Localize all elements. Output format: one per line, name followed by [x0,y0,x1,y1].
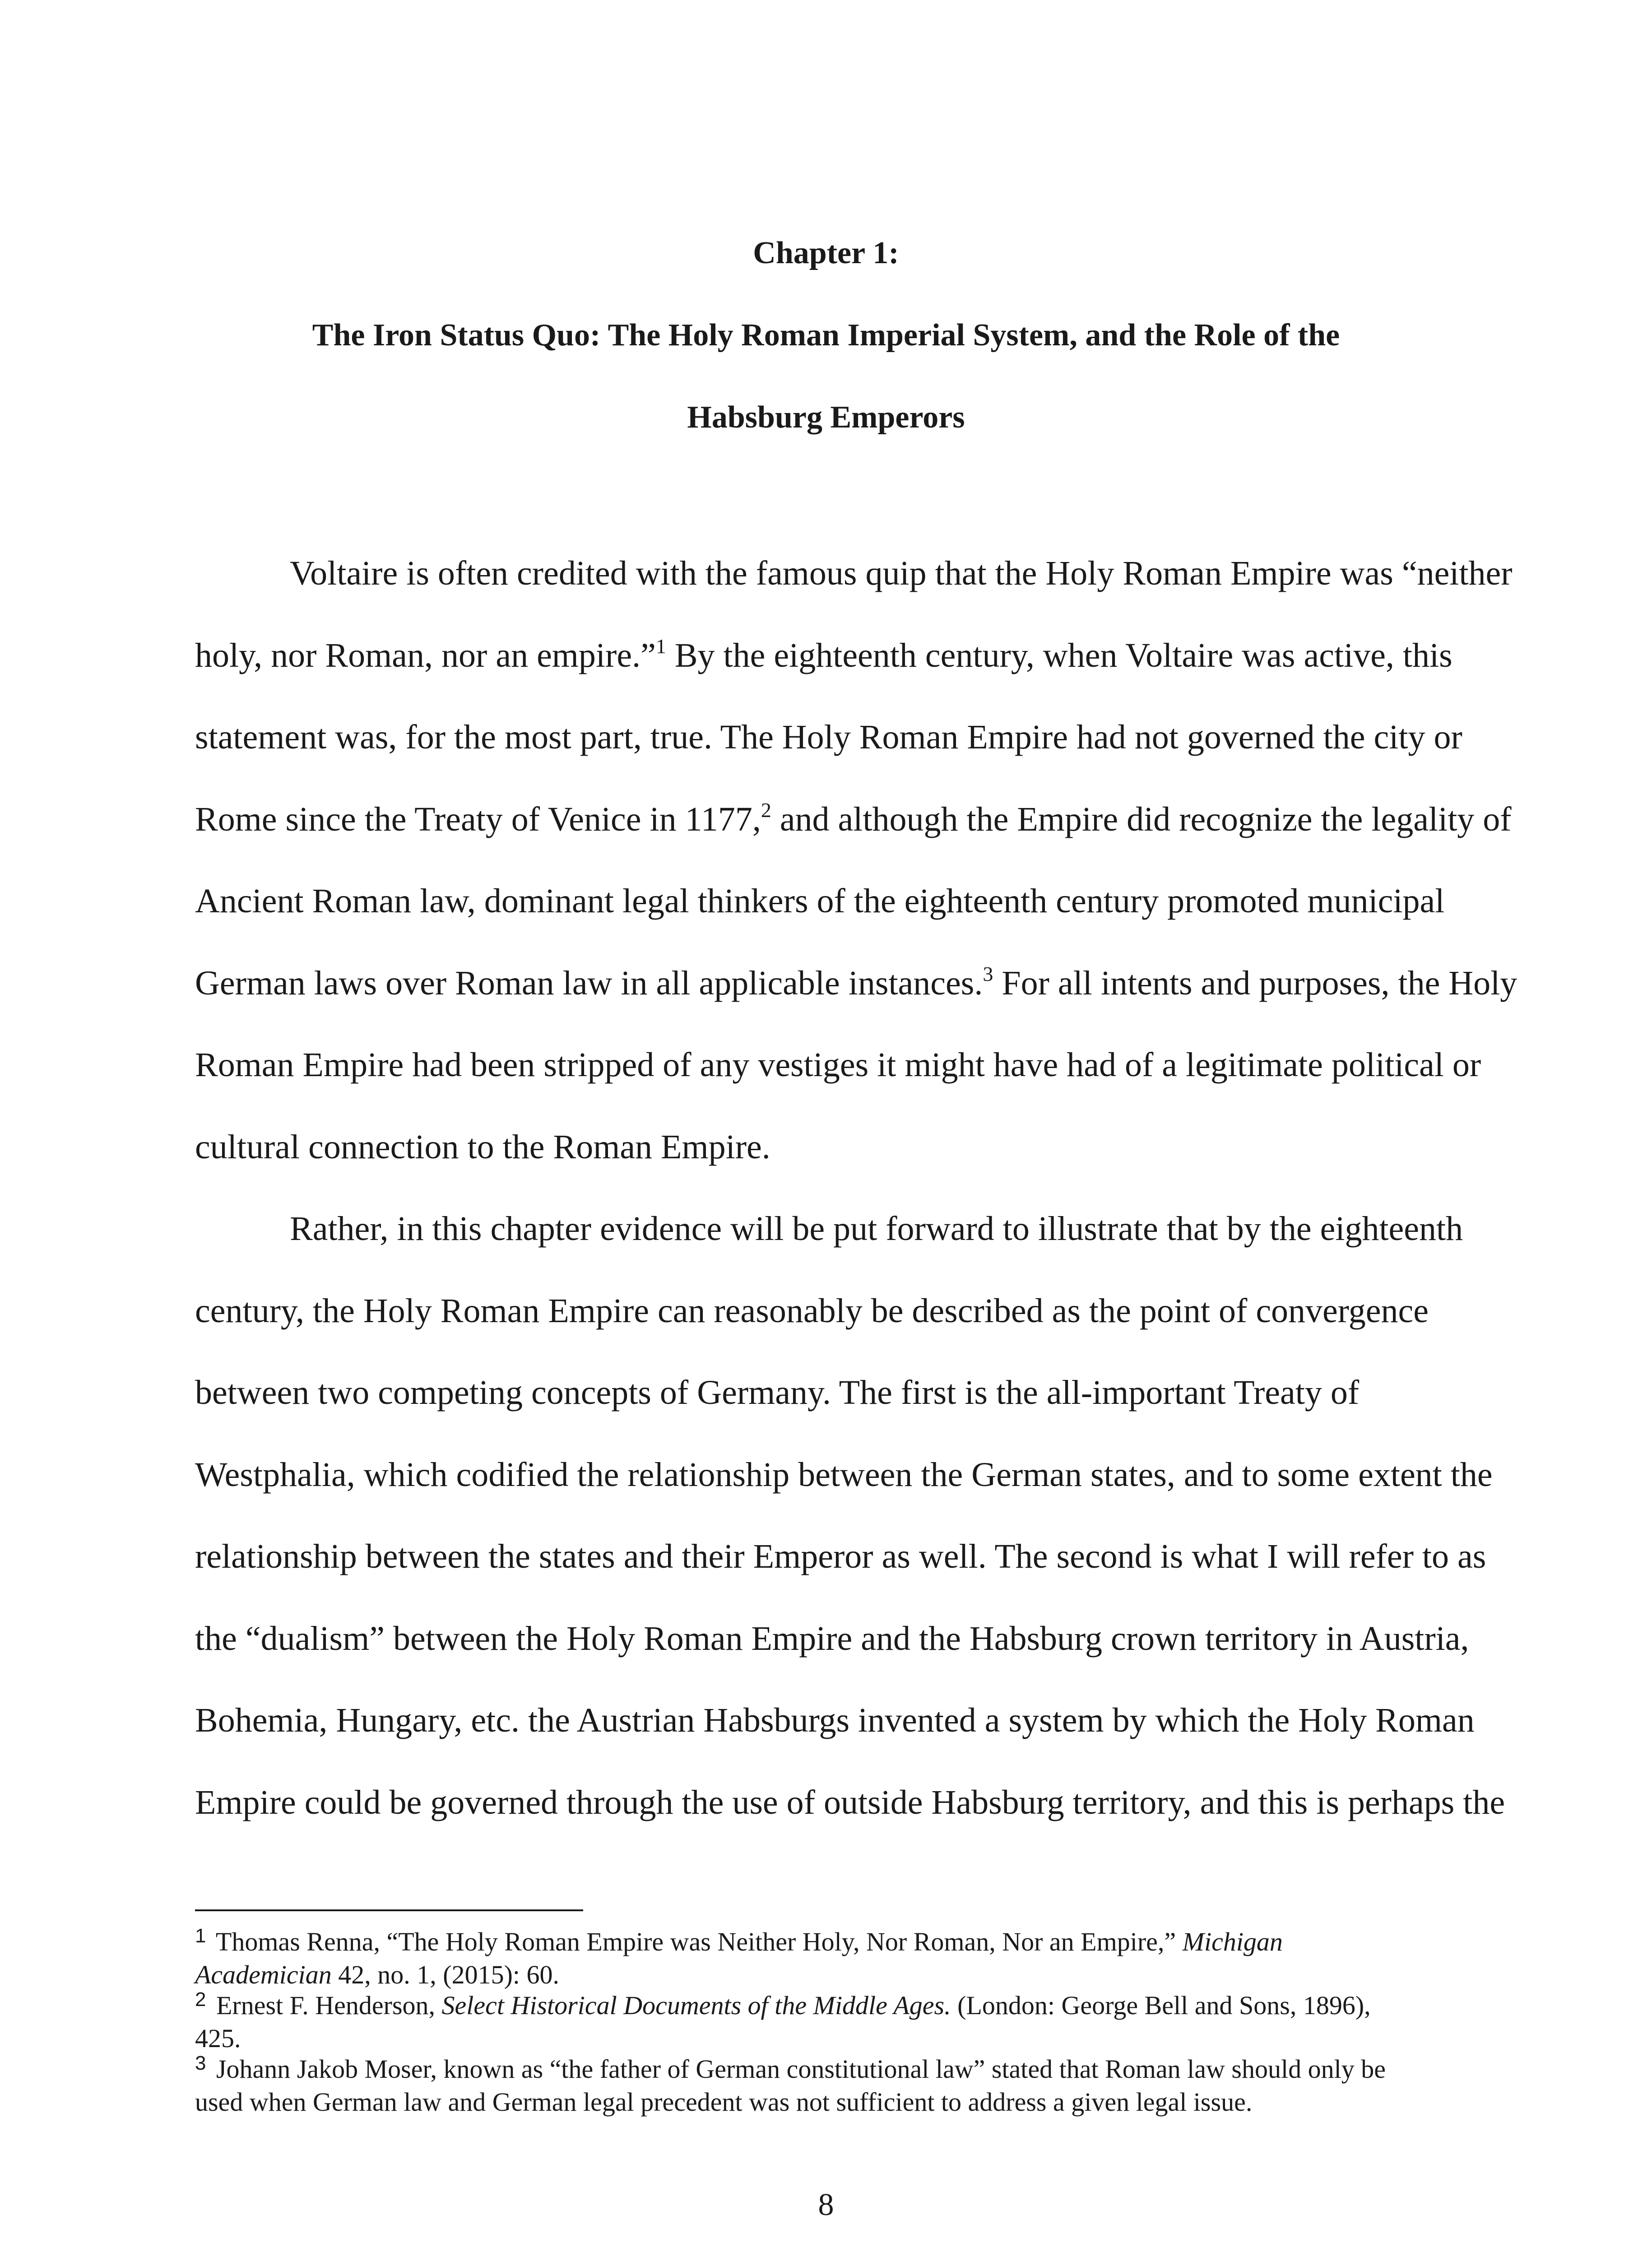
chapter-title-line-2: Habsburg Emperors [687,400,965,435]
footnote-1: $^1$ Thomas Renna, “The Holy Roman Empire was Neither Holy, Nor Roman, Nor an Empire,” Michigan Academician 42, no. 1, (2015): 60. [195,1925,1283,1989]
paragraph-1-line-1: Voltaire is often credited with the famous quip that the Holy Roman Empire was “neither [290,554,1513,592]
paragraph-1-line-2: holy, nor Roman, nor an empire.”$^1$ By the eighteenth century, when Voltaire was active, this [195,634,1452,674]
journal-title-cont: Academician [195,1960,332,1989]
footnote-mark: 3 [195,2052,206,2074]
paragraph-1-line-4: Rome since the Treaty of Venice in 1177,$^2$ and although the Empire did recognize the legality of [195,798,1512,838]
footnote-2: $^2$ Ernest F. Henderson, Select Historical Documents of the Middle Ages. (London: George Bell and Sons, 1896), 425. [195,1988,1371,2053]
footnote-ref-1: 1 [655,634,666,658]
footnotes [195,1927,1461,2118]
footnote-ref-3: 3 [983,962,993,985]
paragraph-2-line-2: century, the Holy Roman Empire can reasonably be described as the point of convergence [195,1291,1429,1330]
paragraph-1-line-5: Ancient Roman law, dominant legal thinkers of the eighteenth century promoted municipal [195,882,1445,920]
paragraph-2-line-5: relationship between the states and their Emperor as well. The second is what I will refer to as [195,1537,1486,1575]
paragraph-2-line-4: Westphalia, which codified the relationship between the German states, and to some extent the [195,1455,1493,1494]
paragraph-2-line-8: Empire could be governed through the use of outside Habsburg territory, and this is perhaps the [195,1783,1505,1821]
paragraph-2-line-7: Bohemia, Hungary, etc. the Austrian Habsburgs invented a system by which the Holy Roman [195,1701,1475,1739]
page-number: 8 [818,2187,834,2222]
paragraph-1-line-6: German laws over Roman law in all applicable instances.$^3$ For all intents and purposes, the Holy [195,962,1517,1002]
footnote-ref-2: 2 [761,798,771,822]
footnote-3: $^3$ Johann Jakob Moser, known as “the father of German constitutional law” stated that Roman law should only be used when German law and German legal precedent was not sufficient to address a given legal issue. [195,2052,1386,2117]
paragraph-1-line-8: cultural connection to the Roman Empire. [195,1128,770,1166]
journal-title: Michigan [1182,1927,1283,1956]
footnote-separator [195,1909,583,1911]
chapter-label: Chapter 1: [753,236,899,270]
paragraph-1-line-3: statement was, for the most part, true. The Holy Roman Empire had not governed the city or [195,718,1462,756]
footnote-mark: 2 [195,1988,206,2011]
book-title: Select Historical Documents of the Middle Ages. [441,1991,951,2020]
chapter-heading [196,212,1456,459]
paragraph-2-line-1: Rather, in this chapter evidence will be put forward to illustrate that by the eighteenth [290,1210,1463,1248]
paragraph-2-line-3: between two competing concepts of Germany. The first is the all-important Treaty of [195,1374,1360,1412]
chapter-title-line-1: The Iron Status Quo: The Holy Roman Imperial System, and the Role of the [312,318,1340,353]
paragraph-1-line-7: Roman Empire had been stripped of any vestiges it might have had of a legitimate political or [195,1046,1481,1084]
footnote-mark: 1 [195,1925,206,1947]
body-text [195,533,1517,1844]
paragraph-2-line-6: the “dualism” between the Holy Roman Empire and the Habsburg crown territory in Austria, [195,1619,1469,1658]
